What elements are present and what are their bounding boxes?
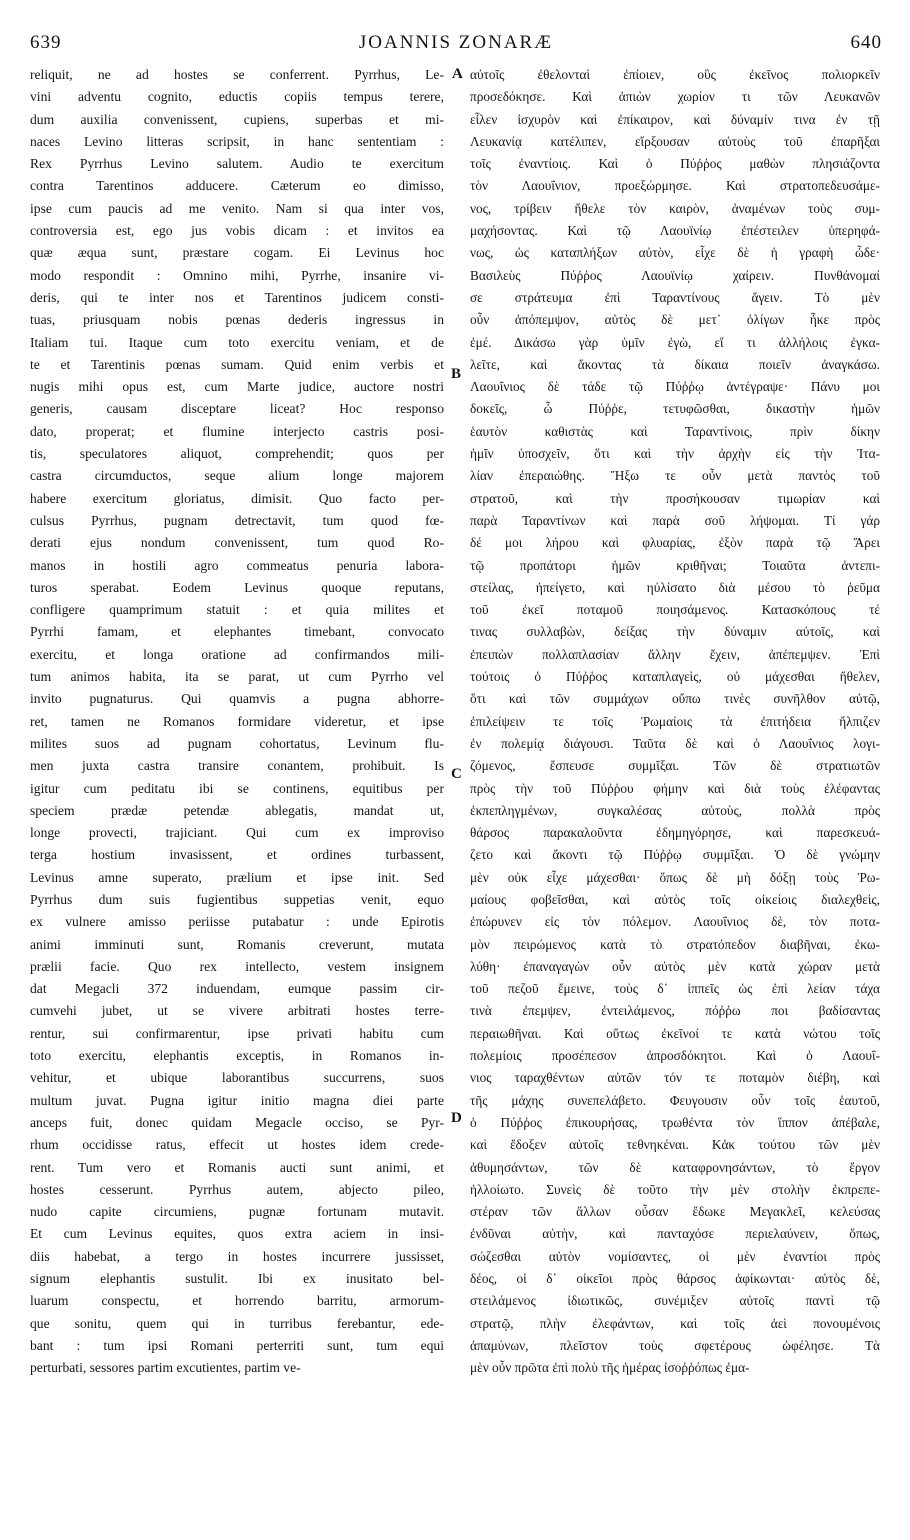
text-line: θάρσος παρακαλοῦντα ἐδημηγόρησε, καὶ παρεσκευά- (470, 825, 880, 841)
text-line: contra Tarentinos adducere. Cæterum eo dimisso, (30, 178, 444, 194)
text-line: tis, speculatores aliquot, comprehendit; quos per (30, 446, 444, 462)
section-marker-b: B (451, 366, 462, 382)
text-line: ζετο καὶ ἄκοντι τῷ Πύῤῥῳ συμμῖξαι. Ὁ δὲ γνώμην (470, 847, 880, 863)
text-line: nudo capite circumiens, pugnæ fortunam mutavit. (30, 1204, 444, 1220)
text-line: λεῖτε, καὶ ἄκοντας τὰ δίκαια ποιεῖν ἀναγκάσω. (470, 356, 880, 372)
text-line: οὖν ἀπόπεμψον, αὐτὸς δὲ μετ᾽ ὀλίγων ἧκε πρὸς (470, 312, 880, 328)
text-line: ret, tamen ne Romanos formidare videretur, et ipse (30, 713, 444, 729)
text-line: tum animos habita, ita se parat, ut cum Pyrrho vel (30, 669, 444, 685)
text-line: νως, ὡς καταπλήξων αὐτὸν, εἶχε δὲ ἡ γραφὴ ὧδε· (470, 245, 880, 261)
greek-column (470, 64, 880, 1380)
text-line: Rex Pyrrhus Levino salutem. Audio te exercitum (30, 156, 444, 172)
text-line: μὸν πειρώμενος κατὰ τὸ στρατόπεδον διαβῆναι, ἐκω- (470, 936, 880, 952)
text-line: στειλάμενος ἰδιωτικῶς, συνέμιξεν αὐτοῖς παντὶ τῷ (470, 1293, 880, 1309)
text-line: que sonitu, quem qui in turribus ferebantur, ede- (30, 1315, 444, 1331)
section-marker-a: A (452, 66, 463, 82)
text-line: Levinus amne superato, prælium et ipse init. Sed (30, 869, 444, 885)
text-line: ἑαυτὸν καθιστὰς καὶ Ταραντίνοις, πρὶν δίκην (470, 423, 880, 439)
text-line: Pyrrhi famam, et elephantes timebant, convocato (30, 624, 444, 640)
text-line: modo respondit : Omnino mihi, Pyrrhe, insanire vi- (30, 267, 444, 283)
page-number-right: 640 (850, 32, 882, 53)
text-line: longe provecti, trajiciant. Qui cum ex improviso (30, 825, 444, 841)
text-line: quæ æqua sunt, præstare cogam. Ei Levinus hoc (30, 245, 444, 261)
text-line: luarum conspectu, et horrendo barritu, armorum- (30, 1293, 444, 1309)
text-line: μαίους φοβεῖσθαι, καὶ αὐτὸς τοῖς οἰκείοις διαλεχθεὶς, (470, 891, 880, 907)
text-line: prælii facie. Quo rex intellecto, vestem insignem (30, 958, 444, 974)
text-line: generis, causam disceptare liceat? Hoc responso (30, 401, 444, 417)
section-marker-c: C (451, 766, 462, 782)
text-line: ex vulnere amisso periisse putabatur : unde Epirotis (30, 914, 444, 930)
text-line: dat Megacli 372 induendam, eumque passim cir- (30, 981, 444, 997)
page-header (30, 32, 882, 60)
text-line: στρατῷ, πλὴν ἐλεφάντων, καὶ τοῖς ἀεὶ πονουμένοις (470, 1315, 880, 1331)
text-line: manos in hostili agro commeatus penuria labora- (30, 557, 444, 573)
text-line: Βασιλεὺς Πύῤῥος Λαουϊνίῳ χαίρειν. Πυνθάνομαί (470, 267, 880, 283)
text-line: cumvehi jubet, ut se vivere arbitrati hostes terre- (30, 1003, 444, 1019)
section-marker-d: D (451, 1110, 462, 1126)
text-line: Italiam tui. Itaque cum toto exercitu veniam, et de (30, 334, 444, 350)
text-line: τοῦ ἐκεῖ ποταμοῦ ποιησάμενος. Κατασκόπους τέ (470, 602, 880, 618)
text-line: controversia est, ego jus vobis dicam : et invitos ea (30, 223, 444, 239)
latin-column (30, 64, 444, 1380)
text-line: παρὰ Ταραντίνων καὶ παρὰ σοῦ λήψομαι. Τί γάρ (470, 512, 880, 528)
text-line: rentur, sui confirmarentur, ipse privati habitu cum (30, 1025, 444, 1041)
text-line: Λαουΐνιος δὲ τάδε τῷ Πύῤῥῳ ἀντέγραψε· Πάνυ μοι (470, 379, 880, 395)
text-line: dum auxilia convenissent, cupiens, superbas et mi- (30, 111, 444, 127)
text-line: igitur cum peditatu ibi se continens, equitibus per (30, 780, 444, 796)
text-line: αὐτοῖς ἐθελονταὶ ἐπίοιεν, οὓς ἐκεῖνος πολιορκεῖν (470, 67, 880, 82)
text-line: diis habebat, a tergo in hostes incurrere jussisset, (30, 1248, 444, 1264)
text-line: culsus Pyrrhus, pugnam detrectavit, tum quod fœ- (30, 512, 444, 528)
text-line: terga hostium invasissent, et ordines turbassent, (30, 847, 444, 863)
text-line: ὅτι καὶ τῶν συμμάχων οὔπω τινὲς συνῆλθον αὐτῷ, (470, 691, 880, 707)
text-line: νος, τρίβειν ἤθελε τὸν καιρὸν, ἀναμένων τοὺς συμ- (470, 200, 880, 216)
text-line: toto exercitu, elephantis exceptis, in Romanos in- (30, 1048, 444, 1064)
text-line: exercitu, et longa oratione ad confirmandos mili- (30, 646, 444, 662)
text-line: ἐνδῦναι αὐτὴν, καὶ πανταχόσε περιελαύνειν, ὅπως, (470, 1226, 880, 1242)
page-number-left: 639 (30, 32, 62, 53)
text-line: σε στράτευμα ἐπὶ Ταραντίνους ἄγειν. Τὸ μὲν (470, 289, 880, 305)
text-line: ζόμενος, ἔσπευσε συμμῖξαι. Τῶν δὲ στρατιωτῶν (470, 758, 880, 774)
text-line: animi imminuti sunt, Romanis creverunt, mutata (30, 936, 444, 952)
text-line: nugis mihi opus est, cum Marte judice, auctore nostri (30, 379, 444, 395)
text-line: derati ejus nondum convenissent, tum quod Ro- (30, 535, 444, 551)
text-line: ἀθυμησάντων, τῶν δὲ καταφρονησάντων, τὸ ἔργον (470, 1159, 880, 1175)
text-line: castra circumductos, seque alium longe majorem (30, 468, 444, 484)
text-line: μαχήσοντας. Καὶ τῷ Λαουϊνίῳ ἐπέστειλεν ὑπερηφά- (470, 223, 880, 239)
text-line: turos sperabat. Eodem Levinus quoque reputans, (30, 579, 444, 595)
text-line: πρὸς τὴν τοῦ Πύῤῥου φήμην καὶ διὰ τοὺς ἐλέφαντας (470, 780, 880, 796)
text-line: habere exercitum gloriatus, dimisit. Quo facto per- (30, 490, 444, 506)
text-line: rent. Tum vero et Romanis aucti sunt animi, et (30, 1159, 444, 1175)
text-line: hostes cesserunt. Pyrrhus autem, abjecto pileo, (30, 1181, 444, 1197)
text-line: vehitur, et ubique laborantibus succurrens, suos (30, 1070, 444, 1086)
text-line: εἷλεν ἰσχυρὸν καὶ ἐπίκαιρον, καὶ δύναμίν τινα ἐν τῇ (470, 111, 880, 127)
text-line: ἐν πολεμίᾳ διάγουσι. Ταῦτα δὲ καὶ ὁ Λαουΐνιος λογι- (470, 735, 880, 751)
text-line: ἐκπεπληγμένων, συγκαλέσας αὐτοὺς, πολλὰ πρὸς (470, 802, 880, 818)
text-line: προσεδόκησε. Καὶ ἀπιὼν χωρίον τι τῶν Λευκανῶν (470, 89, 880, 105)
text-line: men juxta castra transire conantem, prohibuit. Is (30, 758, 444, 774)
text-line: δοκεῖς, ὦ Πύῤῥε, τετυφῶσθαι, δικαστὴν ἡμῶν (470, 401, 880, 417)
text-line: τινας συλλαβὼν, δείξας τὴν δύναμιν αὐτοῖς, καὶ (470, 624, 880, 640)
text-line: δέ μοι λήρου καὶ φλυαρίας, ἐξὸν παρὰ τῷ Ἄρει (470, 535, 880, 551)
text-line: ἐπιλείψειν τε τοῖς Ῥωμαίοις τὰ ἐπιτήδεια ἤλπιζεν (470, 713, 880, 729)
text-line: καὶ ἔδοξεν αὐτοῖς τεθνηκέναι. Κἀκ τούτου τῶν μὲν (470, 1137, 880, 1153)
text-line: tuas, priusquam nobis pœnas dederis ingressus in (30, 312, 444, 328)
text-line: στείλας, ἠπείγετο, καὶ ηὐλίσατο διὰ μέσου τὸ ῥεῦμα (470, 579, 880, 595)
text-line: bant : tum ipsi Romani perterriti sunt, tum equi (30, 1337, 444, 1353)
text-line: τούτοις ὁ Πύῤῥος καταπλαγεὶς, οὐ μάχεσθαι ἤθελεν, (470, 669, 880, 685)
text-line: λίαν ἐπεραιώθης. Ἥξω τε οὖν μετὰ παντὸς τοῦ (470, 468, 880, 484)
text-line: τινὰ ἐπεμψεν, ἐντειλάμενος, πόῤῥω ποι βαδίσαντας (470, 1003, 880, 1019)
text-line: rhum occidisse ratus, effecit ut hostes idem crede- (30, 1137, 444, 1153)
text-line: μὲν οὖν πρῶτα ἐπὶ πολὺ τῆς ἡμέρας ἰσοῤῥόπως ἐμα- (470, 1360, 750, 1376)
text-line: speciem prædæ petendæ ablegatis, mandat ut, (30, 802, 444, 818)
text-line: τοῦ πεζοῦ ἔμεινε, τοὺς δ᾽ ἱππεῖς ὡς ἐπὶ λείαν τάχα (470, 981, 880, 997)
text-line: ipse cum paucis ad me venito. Nam si qua inter vos, (30, 200, 444, 216)
text-line: δέος, οἱ δ᾽ οἰκεῖοι πρὸς θάρσος ἀφίκωνται· αὐτὸς δὲ, (470, 1271, 880, 1287)
text-line: τῆς μάχης συνεπελάβετο. Φευγουσιν οὖν τοῖς ἑαυτοῦ, (470, 1092, 880, 1108)
text-line: reliquit, ne ad hostes se conferrent. Pyrrhus, Le- (30, 67, 444, 82)
text-line: ἡμῖν ὑποσχεῖν, ὅτι καὶ τὴν ἀρχὴν εἰς τὴν Ἰτα- (470, 446, 880, 462)
text-line: τοῖς ἐναντίοις. Καὶ ὁ Πύῤῥος μαθὼν πλησιάζοντα (470, 156, 880, 172)
text-line: σώζεσθαι αὐτὸν νομίσαντες, οἱ μὲν ἐναντίοι πρὸς (470, 1248, 880, 1264)
text-line: signum elephantis sustulit. Ibi ex inusitato bel- (30, 1271, 444, 1287)
text-line: Et cum Levinus equites, quos extra aciem in insi- (30, 1226, 444, 1242)
text-line: ἀπαμύνων, πλεῖστον τοὺς σφετέρους ὠφέλησε. Τὰ (470, 1337, 880, 1353)
text-line: invito pugnaturus. Qui quamvis a pugna abhorre- (30, 691, 444, 707)
text-line: multum juvat. Pugna igitur initio magna diei parte (30, 1092, 444, 1108)
text-line: Λευκανίᾳ κατέλιπεν, εἴρξουσαν αὐτοὺς τοῦ ἐπαρῆξαι (470, 133, 880, 149)
text-line: confligere quamprimum statuit : et quia milites et (30, 602, 444, 618)
text-line: ὁ Πύῤῥος ἐπικουρήσας, τρωθέντα τὸν ἵππον ἀπέβαλε, (470, 1114, 880, 1130)
text-line: Pyrrhus dum suis fugientibus suppetias venit, equo (30, 891, 444, 907)
text-line: ἐπώρυνεν εἰς τὸν πόλεμον. Λαουΐνιος δὲ, τὸν ποτα- (470, 914, 880, 930)
text-line: vini adventu cognito, eductis copiis tempus terere, (30, 89, 444, 105)
text-line: ἐμέ. Δικάσω γὰρ ὑμῖν ἐγὼ, εἴ τι ἀλλήλοις ἐγκα- (470, 334, 880, 350)
text-line: milites suos ad pugnam cohortatus, Levinum flu- (30, 735, 444, 751)
text-line: νιος ταραχθέντων αὐτῶν τόν τε ποταμὸν διέβη, καὶ (470, 1070, 880, 1086)
text-line: στρατοῦ, καὶ τὴν προσήκουσαν τιμωρίαν καὶ (470, 490, 880, 506)
text-line: anceps fuit, donec quidam Megacle occiso, se Pyr- (30, 1114, 444, 1130)
text-line: λύθη· ἐπαναγαγὼν οὖν αὐτὸς μὲν κατὰ χώραν μετὰ (470, 958, 880, 974)
text-line: naces Levino litteras scripsit, in hanc sententiam : (30, 133, 444, 149)
text-line: πολεμίοις προσέπεσον ἀπροσδόκητοι. Καὶ ὁ Λαουΐ- (470, 1048, 880, 1064)
text-line: ἠλλοίωτο. Συνεὶς δὲ τοῦτο τὴν μὲν στολὴν ἐκπρεπε- (470, 1181, 880, 1197)
text-line: τῷ προπάτορι ἡμῶν κριθῆναι; Τοιαῦτα ἀντεπι- (470, 557, 880, 573)
running-title: JOANNIS ZONARÆ (358, 32, 554, 53)
text-line: perturbati, sessores partim excutientes, partim ve- (30, 1360, 301, 1376)
text-line: dato, properat; et flumine interjecto castris posi- (30, 423, 444, 439)
text-line: τὸν Λαουΐνιον, προεξώρμησε. Καὶ στρατοπεδευσάμε- (470, 178, 880, 194)
text-line: ἐπειπὼν πολλαπλασίαν ἄλλην ἔχειν, ἀπέπεμψεν. Ἐπὶ (470, 646, 880, 662)
text-line: περαιωθῆναι. Καὶ οὕτως ἐκεῖνοί τε κατὰ νώτου τοῖς (470, 1025, 880, 1041)
text-line: μὲν οὐκ εἶχε μάχεσθαι· ὅπως δὲ μὴ δόξῃ τοὺς Ῥω- (470, 869, 880, 885)
text-line: στέραν τῶν ἄλλων οὖσαν ἔδωκε Μεγακλεῖ, κελεύσας (470, 1204, 880, 1220)
text-line: deris, qui te inter nos et Tarentinos judicem consti- (30, 289, 444, 305)
text-line: te et Tarentinis pœnas sumam. Quid enim verbis et (30, 356, 444, 372)
